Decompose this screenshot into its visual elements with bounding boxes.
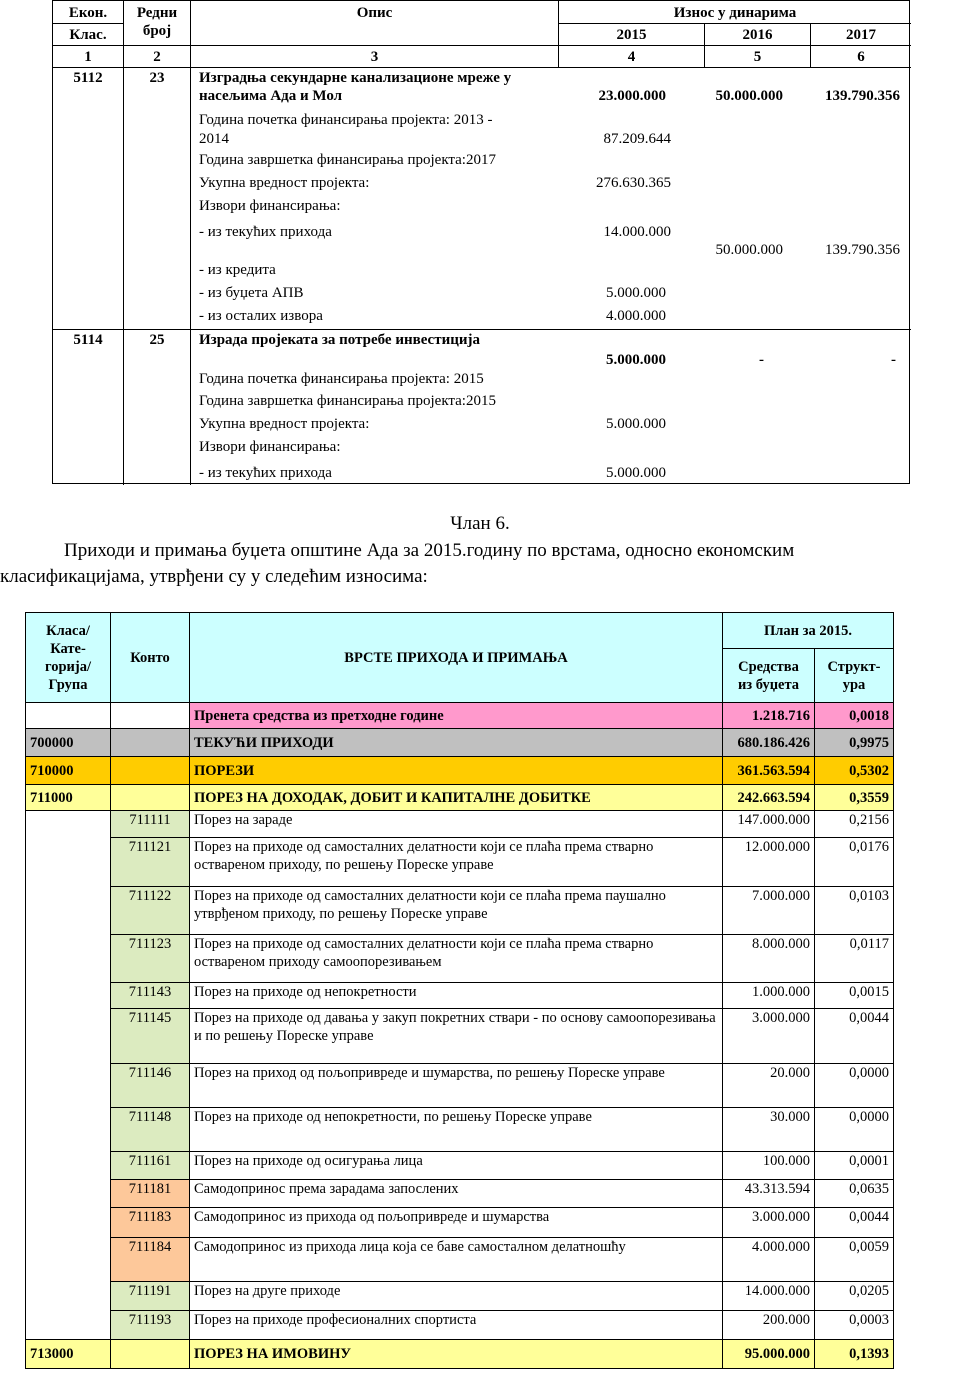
row-label: Порез на приходе од непокретности, по решењу Пореске управе [190, 1108, 723, 1152]
row-klasa [26, 811, 111, 838]
row-share: 0,0103 [815, 886, 894, 934]
row-klasa [26, 982, 111, 1008]
row-share: 0,0003 [815, 1310, 894, 1339]
project1-total-value: 276.630.365 [596, 175, 671, 191]
header-struktura-line: Структ- [827, 658, 881, 675]
row-share: 0,0176 [815, 838, 894, 886]
row-label: Самодопринос према зарадама запослених [190, 1180, 723, 1208]
header-klasa [26, 613, 111, 703]
project2-start: Година почетка финансирања пројекта: 2015 [199, 371, 484, 387]
project1-src-apv-value: 5.000.000 [606, 285, 666, 301]
project1-src-2017: 139.790.356 [825, 242, 900, 258]
header-2015: 2015 [616, 27, 647, 43]
row-share: 0,0015 [815, 982, 894, 1008]
header-struktura-line: ура [842, 676, 866, 693]
row-label: ТЕКУЋИ ПРИХОДИ [190, 729, 723, 757]
row-divider [53, 23, 123, 24]
row-label: Порез на приходе професионалних спортиста [190, 1310, 723, 1339]
table-row [26, 1208, 894, 1237]
row-konto: 711193 [111, 1310, 190, 1339]
row-label: Порез на приходе од непокретности [190, 982, 723, 1008]
row-amount: 30.000 [723, 1108, 815, 1152]
row-amount: 7.000.000 [723, 886, 815, 934]
header-plan: План за 2015. [723, 613, 894, 649]
project1-ekon: 5112 [73, 70, 103, 86]
row-amount: 43.313.594 [723, 1180, 815, 1208]
row-divider [53, 329, 911, 330]
col-number: 1 [84, 49, 92, 65]
table-row [26, 886, 894, 934]
header-opis: Опис [356, 5, 393, 21]
row-konto [111, 785, 190, 811]
col-number: 6 [857, 49, 865, 65]
row-label: Порез на приходе од самосталних делатности који се плаћа према стварно оствареном приходу самоопорезивањем [190, 934, 723, 982]
investment-projects-table [52, 0, 910, 484]
project2-2017: - [891, 352, 896, 368]
row-konto: 711111 [111, 811, 190, 838]
row-share: 0,2156 [815, 811, 894, 838]
row-klasa [26, 886, 111, 934]
row-konto: 711191 [111, 1281, 190, 1310]
row-konto [111, 729, 190, 757]
row-konto: 711143 [111, 982, 190, 1008]
row-label: ПОРЕЗ НА ДОХОДАК, ДОБИТ И КАПИТАЛНЕ ДОБИТКЕ [190, 785, 723, 811]
project2-total-label: Укупна вредност пројекта: [199, 416, 370, 432]
table-row [26, 785, 894, 811]
row-amount: 1.000.000 [723, 982, 815, 1008]
project2-end: Година завршетка финансирања пројекта:2015 [199, 393, 496, 409]
header-sredstva-line: Средства [738, 658, 799, 675]
row-label: Порез на приходе од самосталних делатности који се плаћа према стварно оствареном приходу, по решењу Пореске управе [190, 838, 723, 886]
row-share: 0,9975 [815, 729, 894, 757]
row-klasa [26, 1310, 111, 1339]
row-konto: 711148 [111, 1108, 190, 1152]
row-amount: 95.000.000 [723, 1339, 815, 1368]
header-sredstva [723, 649, 815, 703]
article-text-line2: класификацијама, утврђени су у следећим износима: [0, 566, 428, 587]
row-klasa: 711000 [26, 785, 111, 811]
article-heading: Члан 6. [450, 513, 510, 534]
project1-title: Изградња секундарне канализационе мреже у [199, 70, 512, 86]
row-klasa [26, 703, 111, 729]
project2-2016: - [759, 352, 764, 368]
row-label: Порез на зараде [190, 811, 723, 838]
row-amount: 242.663.594 [723, 785, 815, 811]
row-konto: 711161 [111, 1152, 190, 1180]
row-amount: 147.000.000 [723, 811, 815, 838]
header-klasa-line: Класа/ [46, 622, 90, 639]
header-broj: број [142, 23, 172, 39]
row-share: 0,1393 [815, 1339, 894, 1368]
project1-redni: 23 [149, 70, 165, 86]
row-amount: 200.000 [723, 1310, 815, 1339]
header-sredstva-line: из буџета [737, 676, 800, 693]
row-label: Самодопринос из прихода од пољопривреде и шумарства [190, 1208, 723, 1237]
row-amount: 3.000.000 [723, 1008, 815, 1063]
row-klasa [26, 1237, 111, 1281]
row-konto: 711184 [111, 1237, 190, 1281]
row-share: 0,0044 [815, 1208, 894, 1237]
project1-src-current-value: 14.000.000 [603, 224, 671, 240]
table-row [26, 1180, 894, 1208]
row-share: 0,0018 [815, 703, 894, 729]
col-number: 5 [753, 49, 762, 65]
header-klasa-line: горија/ [45, 658, 91, 675]
row-konto: 711181 [111, 1180, 190, 1208]
header-konto: Конто [111, 613, 190, 703]
article-text-line1: Приходи и примања буџета општине Ада за 2015.годину по врстама, односно економским [64, 540, 795, 561]
row-klasa: 710000 [26, 757, 111, 785]
project1-src-credit-label: - из кредита [199, 262, 276, 278]
project1-src-other-label: - из осталих извора [199, 308, 323, 324]
project1-2015: 23.000.000 [598, 88, 666, 104]
row-share: 0,0205 [815, 1281, 894, 1310]
row-share: 0,0059 [815, 1237, 894, 1281]
row-label: ПОРЕЗИ [190, 757, 723, 785]
project1-2017: 139.790.356 [825, 88, 900, 104]
header-redni: Редни [136, 5, 178, 21]
row-konto: 711121 [111, 838, 190, 886]
table-row [26, 1008, 894, 1063]
project1-sources-label: Извори финансирања: [199, 198, 341, 214]
header-klasa-line: Група [48, 676, 88, 693]
project2-title: Израда пројеката за потребе инвестиција [199, 332, 481, 348]
header-iznos: Износ у динарима [673, 5, 797, 21]
table-row [26, 934, 894, 982]
row-divider [53, 67, 911, 68]
row-label: Порез на приход од пољопривреде и шумарства, по решењу Пореске управе [190, 1064, 723, 1108]
row-konto: 711146 [111, 1064, 190, 1108]
row-amount: 4.000.000 [723, 1237, 815, 1281]
row-klasa [26, 1064, 111, 1108]
row-konto: 711145 [111, 1008, 190, 1063]
table-row [26, 1281, 894, 1310]
row-konto: 711122 [111, 886, 190, 934]
project1-src-apv-label: - из буџета АПВ [199, 285, 304, 301]
row-amount: 680.186.426 [723, 729, 815, 757]
row-klasa [26, 1180, 111, 1208]
row-klasa [26, 1152, 111, 1180]
project1-total-label: Укупна вредност пројекта: [199, 175, 370, 191]
row-label: ПОРЕЗ НА ИМОВИНУ [190, 1339, 723, 1368]
row-share: 0,3559 [815, 785, 894, 811]
col-divider [190, 1, 191, 485]
row-share: 0,0635 [815, 1180, 894, 1208]
row-label: Порез на приходе од самосталних делатности који се плаћа према паушално утврђеном приходу, по решењу Пореске управе [190, 886, 723, 934]
row-share: 0,0117 [815, 934, 894, 982]
table-row [26, 1108, 894, 1152]
project2-total-value: 5.000.000 [606, 416, 666, 432]
row-label: Порез на приходе од осигурања лица [190, 1152, 723, 1180]
project2-sources-label: Извори финансирања: [199, 439, 341, 455]
project2-2015: 5.000.000 [606, 352, 666, 368]
row-divider [558, 23, 911, 24]
project1-start: Година почетка финансирања пројекта: 2013 - [199, 112, 493, 128]
row-konto [111, 757, 190, 785]
project1-src-other-value: 4.000.000 [606, 308, 666, 324]
row-amount: 3.000.000 [723, 1208, 815, 1237]
row-klasa [26, 838, 111, 886]
revenue-table [25, 612, 894, 1369]
header-2016: 2016 [742, 27, 773, 43]
header-struktura [815, 649, 894, 703]
col-number: 4 [627, 49, 636, 65]
project1-end: Година завршетка финансирања пројекта:2017 [199, 152, 496, 168]
row-share: 0,5302 [815, 757, 894, 785]
project2-src-current-value: 5.000.000 [606, 465, 666, 481]
row-share: 0,0044 [815, 1008, 894, 1063]
row-klasa [26, 934, 111, 982]
table-row [26, 703, 894, 729]
row-konto: 711183 [111, 1208, 190, 1237]
project2-src-current-label: - из текућих прихода [199, 465, 332, 481]
row-klasa: 713000 [26, 1339, 111, 1368]
project1-start-cont: 2014 [199, 131, 229, 147]
col-number: 3 [370, 49, 379, 65]
row-label: Пренета средства из претходне године [190, 703, 723, 729]
header-klas: Клас. [69, 27, 107, 43]
table-row [26, 1152, 894, 1180]
row-amount: 8.000.000 [723, 934, 815, 982]
table-row [26, 982, 894, 1008]
project1-src-current-label: - из текућих прихода [199, 224, 332, 240]
table-row [26, 1339, 894, 1368]
table-row [26, 811, 894, 838]
project2-redni: 25 [149, 332, 165, 348]
row-klasa [26, 1281, 111, 1310]
row-label: Самодопринос из прихода лица која се баве самосталном делатношћу [190, 1237, 723, 1281]
project2-ekon: 5114 [73, 332, 103, 348]
row-konto: 711123 [111, 934, 190, 982]
row-klasa [26, 1208, 111, 1237]
row-amount: 14.000.000 [723, 1281, 815, 1310]
row-label: Порез на приходе од давања у закуп покретних ствари - по основу самоопорезивања и по решењу Пореске управе [190, 1008, 723, 1063]
col-number: 2 [153, 49, 161, 65]
row-amount: 100.000 [723, 1152, 815, 1180]
project1-2016: 50.000.000 [715, 88, 783, 104]
row-klasa: 700000 [26, 729, 111, 757]
project1-start-value: 87.209.644 [603, 131, 671, 147]
row-klasa [26, 1108, 111, 1152]
row-konto [111, 703, 190, 729]
header-ekon: Екон. [68, 5, 108, 21]
table-row [26, 729, 894, 757]
header-2017: 2017 [846, 27, 876, 43]
table-row [26, 1064, 894, 1108]
header-klasa-line: Кате- [50, 640, 86, 657]
project1-src-2016: 50.000.000 [715, 242, 783, 258]
row-amount: 12.000.000 [723, 838, 815, 886]
row-divider [53, 45, 911, 46]
row-label: Порез на друге приходе [190, 1281, 723, 1310]
table-row [26, 1310, 894, 1339]
row-share: 0,0001 [815, 1152, 894, 1180]
table-row [26, 838, 894, 886]
row-share: 0,0000 [815, 1108, 894, 1152]
table-row [26, 757, 894, 785]
row-klasa [26, 1008, 111, 1063]
project1-title-cont: насељима Ада и Мол [199, 88, 343, 104]
row-konto [111, 1339, 190, 1368]
row-share: 0,0000 [815, 1064, 894, 1108]
row-amount: 20.000 [723, 1064, 815, 1108]
row-amount: 361.563.594 [723, 757, 815, 785]
table-row [26, 1237, 894, 1281]
header-vrste: ВРСТЕ ПРИХОДА И ПРИМАЊА [190, 613, 723, 703]
row-amount: 1.218.716 [723, 703, 815, 729]
